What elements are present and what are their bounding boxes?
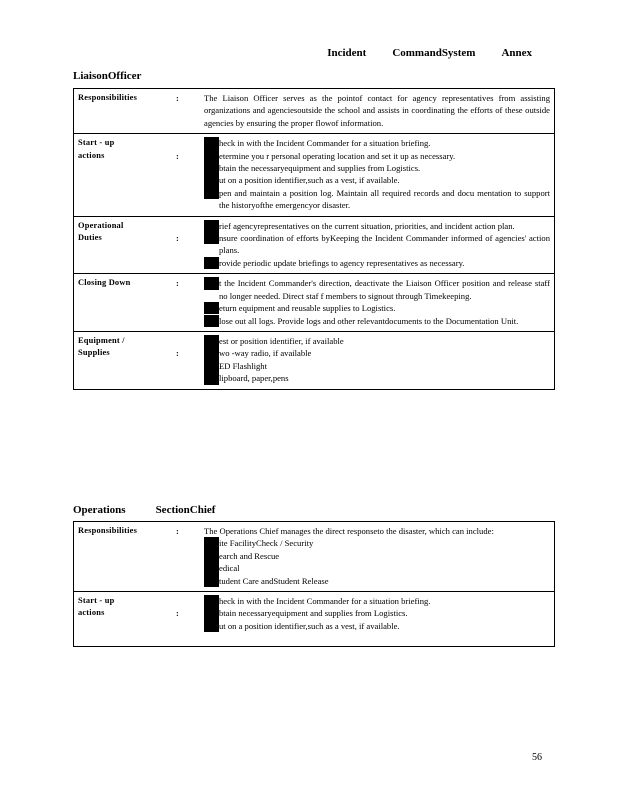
row-content [200,134,555,216]
page-number: 56 [532,752,542,763]
table-row [74,274,555,332]
item-text: pen and maintain a position log. Maintain all required records and docu mentation to support the historyofthe emergencyor disaster. [219,187,550,211]
table-row [74,89,555,134]
row-colon: : [176,526,179,536]
bullet-block [204,220,219,232]
item-text: lipboard, paper,pens [219,373,289,384]
row-label [74,331,173,389]
list-item [204,595,550,607]
list-item [204,232,550,257]
list-item [204,257,550,269]
bullet-block [204,137,219,149]
bullet-block [204,174,219,186]
row-colon: : [176,93,179,103]
item-text: eturn equipment and reusable supplies to Logistics. [219,303,396,314]
row-colon [172,216,200,274]
item-text: rovide periodic update briefings to agency representatives as necessary. [219,257,465,268]
item-text: btain the necessaryequipment and supplies from Logistics. [219,163,421,174]
item-text: ite FacilityCheck / Security [219,538,314,549]
row-text: The Operations Chief manages the direct responseto the disaster, which can include: [204,526,494,536]
row-content: The Liaison Officer serves as the pointof contact for agency representatives from assisting organizations and agenciesoutside the school and assists in coordinating the efforts of these outside agencies by ensuring the proper flowof information. [204,93,550,128]
bullet-block [204,302,219,314]
bullet-block [204,372,219,384]
list-item [204,537,550,549]
bullet-block [204,187,219,199]
row-label: Responsibilities [78,526,138,535]
header-command-system: CommandSystem [392,47,476,59]
item-text: heck in with the Incident Commander for a situation briefing. [219,138,431,149]
row-colon [172,134,200,216]
bullet-block [204,315,219,327]
row-label [74,134,173,216]
document-header [301,47,532,59]
operations-section-chief-table [73,521,555,647]
title-part: SectionChief [155,504,216,516]
list-item [204,335,550,347]
item-text: ut on a position identifier,such as a vest, if available. [219,175,400,186]
bullet-block [204,335,219,347]
bullet-block [204,347,219,359]
item-text: edical [219,563,240,574]
list-item [204,575,550,587]
row-content [200,331,555,389]
colon-glyph: : [176,348,179,359]
label-line: Operational [78,220,124,230]
label-line: actions [78,150,105,160]
row-content [200,592,555,647]
row-content [200,522,555,592]
item-text: nsure coordination of efforts byKeeping the Incident Commander informed of agencies' action plans. [219,233,550,256]
row-colon [172,592,200,647]
item-text: heck in with the Incident Commander for a situation briefing. [219,596,431,607]
bullet-block [204,607,219,619]
item-text: earch and Rescue [219,550,280,561]
list-item [204,187,550,212]
bullet-block [204,150,219,162]
list-item [204,277,550,302]
bullet-block [204,620,219,632]
title-part: Operations [73,504,126,516]
list-item [204,220,550,232]
list-item [204,137,550,149]
item-text: btain necessaryequipment and supplies from Logistics. [219,608,408,619]
colon-glyph: : [176,233,179,244]
item-text: etermine you r personal operating location and set it up as necessary. [219,150,456,161]
label-line: Duties [78,233,102,243]
bullet-block [204,257,219,269]
bullet-block [204,562,219,574]
bullet-block [204,595,219,607]
row-colon: : [172,274,200,332]
list-item [204,315,550,327]
bullet-block [204,550,219,562]
item-text: lose out all logs. Provide logs and other relevantdocuments to the Documentation Unit. [219,315,519,326]
list-item [204,162,550,174]
table-row [74,216,555,274]
item-text: rief agencyrepresentatives on the current situation, priorities, and incident action plan. [219,220,515,231]
item-text: ED Flashlight [219,360,267,371]
bullet-block [204,162,219,174]
list-item [204,150,550,162]
row-label: Closing Down [74,274,173,332]
list-item [204,562,550,574]
list-item [204,607,550,619]
row-label: Responsibilities [78,93,138,102]
list-item [204,302,550,314]
table-row [74,592,555,647]
label-line: Supplies [78,348,110,358]
row-colon [172,331,200,389]
label-line: Start - up [78,138,115,148]
label-line: Start - up [78,596,115,606]
header-incident: Incident [327,47,367,59]
list-item [204,174,550,186]
liaison-officer-table [73,88,555,390]
list-item [204,360,550,372]
list-item [204,347,550,359]
bullet-block [204,537,219,549]
table-row [74,522,555,592]
bullet-block [204,360,219,372]
bullet-block [204,232,219,244]
label-line: actions [78,608,105,618]
header-annex: Annex [501,47,532,59]
bullet-block [204,575,219,587]
colon-glyph: : [176,608,179,619]
item-text: t the Incident Commander's direction, deactivate the Liaison Officer position and release staff no longer needed. Direct staf f members to signout through Timekeeping. [219,278,550,301]
item-text: est or position identifier, if available [219,335,344,346]
list-item [204,372,550,384]
table-row [74,331,555,389]
bullet-block [204,277,219,289]
list-item [204,550,550,562]
colon-glyph: : [176,150,179,161]
label-line: Equipment / [78,335,125,345]
operations-section-chief-title [73,504,215,516]
table-row [74,134,555,216]
row-label [74,216,173,274]
row-content [200,274,555,332]
item-text: ut on a position identifier,such as a vest, if available. [219,620,400,631]
liaison-officer-title: LiaisonOfficer [73,70,142,82]
item-text: wo -way radio, if available [219,348,312,359]
row-label [74,592,173,647]
row-content [200,216,555,274]
list-item [204,620,550,632]
item-text: tudent Care andStudent Release [219,575,329,586]
